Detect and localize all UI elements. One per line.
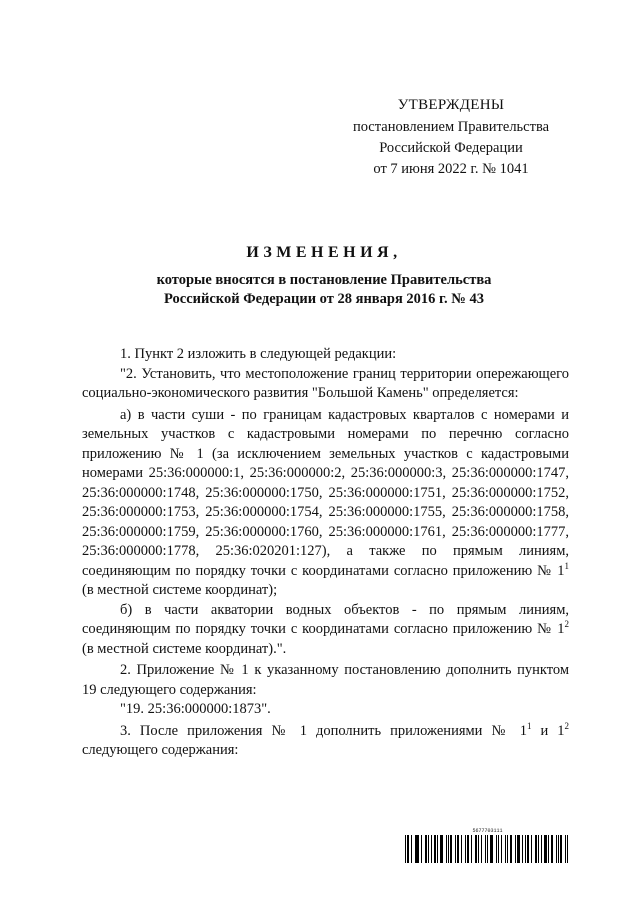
paragraph-3-text: а) в части суши - по границам кадастровых кварталов с номерами и земельных участков с кадастровыми номерами по перечню согласно приложению № 1 (за исключением земельных участков с кадастровыми номерами 25:36:000000:1, 25:36:000000:2, 25:36:000000:3, 25:36:000000:1747, 25:36:000000:1748, 25:36:000000:1750, 25:36:000000:1751, 25:36:000000:1752, 25:36:000000:1753, 25:36:000000:1754, 25:36:000000:1755, 25:36:000000:1758, 25:36:000000:1759, 25:36:000000:1760, 25:36:000000:1761, 25:36:000000:1777, 25:36:000000:1778, 25:36:020201:127), а также по прямым линиям, соединяющим по порядку точки с координатами согласно приложению № 1 (82, 406, 569, 579)
barcode-stripe (505, 835, 506, 863)
barcode-stripe (437, 835, 438, 863)
barcode-stripe (457, 835, 459, 863)
barcode-stripe (440, 835, 443, 863)
superscript: 1 (526, 720, 532, 731)
approval-stamp (336, 95, 566, 180)
paragraph-7-text-b: и 1 (531, 722, 565, 739)
barcode-stripe (507, 835, 508, 863)
barcode-stripe (560, 835, 562, 863)
barcode-stripe (428, 835, 429, 863)
paragraph-3 (82, 406, 569, 601)
document-subtitle (70, 271, 578, 309)
barcode-stripe (517, 835, 520, 863)
approval-line-3: от 7 июня 2022 г. № 1041 (373, 161, 529, 177)
barcode-stripe (416, 835, 419, 863)
subtitle-line-2: Российской Федерации от 28 января 2016 г. № 43 (164, 291, 484, 307)
barcode-stripe (448, 835, 449, 863)
paragraph-4-end: (в местной системе координат).". (82, 640, 287, 657)
barcode-stripe (478, 835, 479, 863)
document-title: ИЗМЕНЕНИЯ, (246, 244, 402, 261)
barcode-stripe (496, 835, 497, 863)
barcode-stripe (475, 835, 477, 863)
barcode-stripe (421, 835, 422, 863)
barcode-stripe (411, 835, 412, 863)
barcode-stripe (471, 835, 472, 863)
barcode-stripe (531, 835, 532, 863)
subtitle-line-1: которые вносятся в постановление Правительства (156, 272, 492, 288)
paragraph-7 (82, 722, 569, 761)
barcode-stripe (510, 835, 512, 863)
barcode-stripe (565, 835, 566, 863)
approval-line-1: постановлением Правительства (352, 119, 550, 135)
document-title-block (70, 241, 578, 309)
barcode-stripe (535, 835, 537, 863)
document-barcode (405, 828, 570, 863)
barcode-stripe (538, 835, 539, 863)
paragraph-7-text-c: следующего содержания: (82, 742, 239, 758)
barcode-stripe (405, 835, 406, 863)
barcode-stripe (450, 835, 452, 863)
barcode-stripe (485, 835, 486, 863)
barcode-stripe (465, 835, 466, 863)
paragraph-2: "2. Установить, что местоположение границ территории опережающего социально-экономического развития "Большой Камень" определяется: (82, 365, 569, 401)
barcode-stripe (525, 835, 526, 863)
barcode-stripe (467, 835, 470, 863)
barcode-stripe (490, 835, 493, 863)
paragraph-3-end: (в местной системе координат); (82, 582, 278, 598)
barcode-stripe (407, 835, 409, 863)
barcode-stripe (567, 835, 568, 863)
barcode-stripe (558, 835, 559, 863)
barcode-stripe (544, 835, 547, 863)
superscript: 1 (564, 560, 569, 571)
barcode-stripe (548, 835, 549, 863)
barcode-stripe (434, 835, 436, 863)
barcode-stripe (501, 835, 503, 863)
barcode-stripe (461, 835, 462, 863)
paragraph-5: 2. Приложение № 1 к указанному постановлению дополнить пунктом 19 следующего содержания: (82, 662, 569, 698)
barcode-stripe (487, 835, 489, 863)
superscript: 2 (564, 619, 569, 629)
superscript: 2 (564, 720, 569, 731)
barcode-stripe (551, 835, 553, 863)
paragraph-4-text: б) в части акватории водных объектов - по прямым линиям, соединяющим по порядку точки с координатами согласно приложению № 1 (82, 601, 569, 637)
barcode-stripe (455, 835, 456, 863)
barcode-stripe (425, 835, 427, 863)
barcode-stripe (415, 835, 416, 863)
barcode-stripe (556, 835, 557, 863)
paragraph-7-text-a: 3. После приложения № 1 дополнить приложениями № 1 (120, 722, 527, 739)
barcode-stripe (522, 835, 523, 863)
barcode-stripe (527, 835, 529, 863)
barcode-stripe (515, 835, 516, 863)
paragraph-1: 1. Пункт 2 изложить в следующей редакции: (120, 346, 397, 362)
barcode-stripe (541, 835, 542, 863)
barcode-stripe (481, 835, 482, 863)
document-body (82, 345, 569, 761)
barcode-number: 5677703111 (472, 828, 503, 834)
paragraph-6: "19. 25:36:000000:1873". (120, 701, 271, 717)
barcode-stripe (446, 835, 447, 863)
approval-line-2: Российской Федерации (379, 140, 523, 156)
barcode-bars (405, 835, 570, 863)
approval-heading: УТВЕРЖДЕНЫ (397, 97, 505, 113)
barcode-stripe (498, 835, 499, 863)
barcode-stripe (431, 835, 432, 863)
paragraph-4 (82, 601, 569, 660)
